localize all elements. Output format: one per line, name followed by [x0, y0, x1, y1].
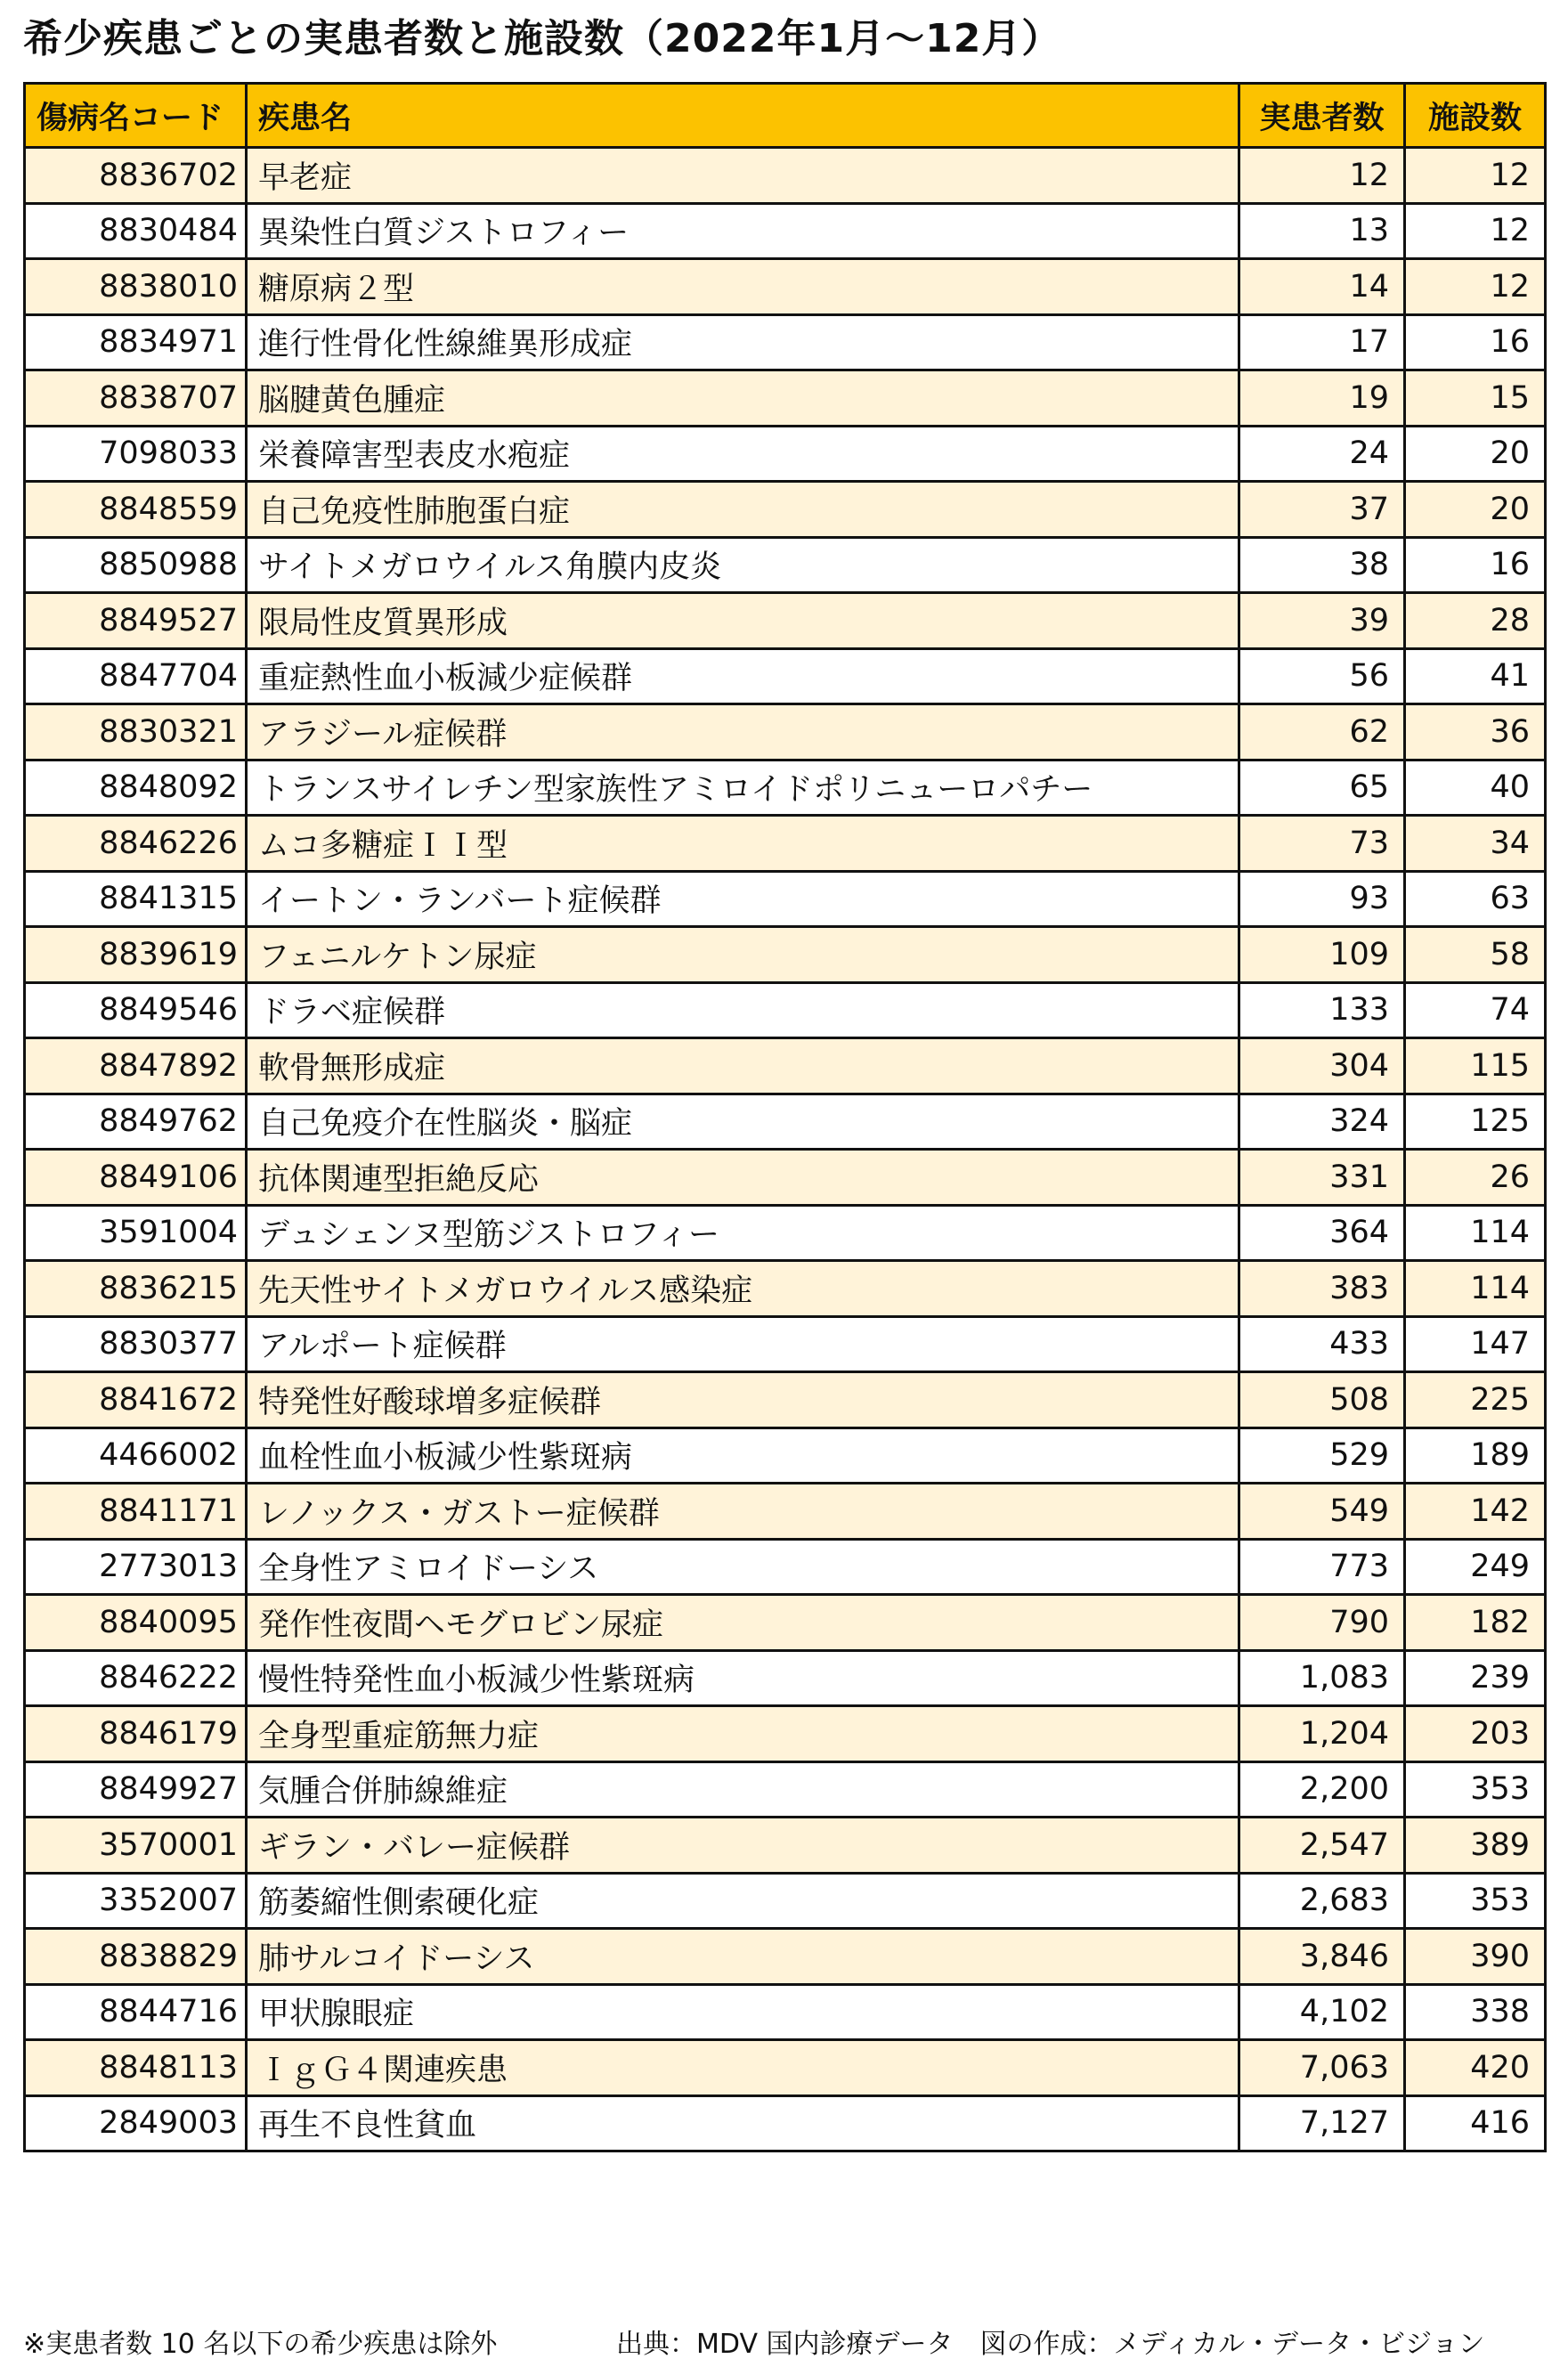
table-row — [25, 816, 1546, 872]
disease-name-cell: トランスサイレチン型家族性アミロイドポリニューロパチー — [247, 760, 1239, 816]
facilities-cell: 225 — [1405, 1372, 1546, 1428]
patients-cell: 13 — [1239, 203, 1405, 259]
disease-name-cell: 栄養障害型表皮水疱症 — [247, 426, 1239, 482]
code-cell: 8846179 — [25, 1706, 247, 1762]
patients-cell: 790 — [1239, 1595, 1405, 1651]
disease-name-cell: 自己免疫介在性脳炎・脳症 — [247, 1094, 1239, 1150]
code-cell: 8849527 — [25, 593, 247, 649]
code-cell: 8849106 — [25, 1150, 247, 1206]
disease-name-cell: 進行性骨化性線維異形成症 — [247, 314, 1239, 370]
table-row — [25, 148, 1546, 204]
code-cell: 8846226 — [25, 816, 247, 872]
facilities-cell: 420 — [1405, 2040, 1546, 2096]
table-row — [25, 370, 1546, 427]
table-row — [25, 1372, 1546, 1428]
patients-cell: 1,204 — [1239, 1706, 1405, 1762]
patients-cell: 508 — [1239, 1372, 1405, 1428]
code-cell: 8849927 — [25, 1761, 247, 1818]
disease-name-cell: 限局性皮質異形成 — [247, 593, 1239, 649]
facilities-cell: 114 — [1405, 1205, 1546, 1261]
table-row — [25, 1038, 1546, 1094]
table-row — [25, 1984, 1546, 2040]
table-row — [25, 1818, 1546, 1874]
patients-cell: 7,063 — [1239, 2040, 1405, 2096]
code-cell: 8846222 — [25, 1650, 247, 1706]
table-row — [25, 1427, 1546, 1484]
patients-cell: 549 — [1239, 1484, 1405, 1540]
footnote: ※実患者数 10 名以下の希少疾患は除外 — [23, 2329, 498, 2360]
table-row — [25, 927, 1546, 983]
patients-cell: 39 — [1239, 593, 1405, 649]
disease-name-cell: 筋萎縮性側索硬化症 — [247, 1873, 1239, 1929]
facilities-cell: 416 — [1405, 2095, 1546, 2151]
table-row — [25, 426, 1546, 482]
table-row — [25, 982, 1546, 1038]
patients-cell: 773 — [1239, 1539, 1405, 1595]
table-row — [25, 1929, 1546, 1985]
disease-name-cell: ムコ多糖症ＩＩ型 — [247, 816, 1239, 872]
facilities-cell: 12 — [1405, 148, 1546, 204]
disease-name-cell: イートン・ランバート症候群 — [247, 871, 1239, 927]
patients-cell: 109 — [1239, 927, 1405, 983]
facilities-cell: 58 — [1405, 927, 1546, 983]
patients-cell: 62 — [1239, 704, 1405, 760]
table-row — [25, 871, 1546, 927]
patients-cell: 2,200 — [1239, 1761, 1405, 1818]
patients-cell: 17 — [1239, 314, 1405, 370]
disease-name-cell: 抗体関連型拒絶反応 — [247, 1150, 1239, 1206]
code-cell: 8834971 — [25, 314, 247, 370]
code-cell: 8839619 — [25, 927, 247, 983]
code-cell: 8849546 — [25, 982, 247, 1038]
header-name: 疾患名 — [247, 84, 1239, 148]
table-row — [25, 1094, 1546, 1150]
table-row — [25, 314, 1546, 370]
disease-name-cell: ＩｇＧ４関連疾患 — [247, 2040, 1239, 2096]
facilities-cell: 390 — [1405, 1929, 1546, 1985]
table-row — [25, 1150, 1546, 1206]
disease-name-cell: デュシェンヌ型筋ジストロフィー — [247, 1205, 1239, 1261]
code-cell: 8850988 — [25, 537, 247, 593]
table-row — [25, 1205, 1546, 1261]
disease-name-cell: 全身型重症筋無力症 — [247, 1706, 1239, 1762]
patients-cell: 7,127 — [1239, 2095, 1405, 2151]
facilities-cell: 147 — [1405, 1316, 1546, 1372]
code-cell: 8848559 — [25, 482, 247, 538]
disease-name-cell: 発作性夜間ヘモグロビン尿症 — [247, 1595, 1239, 1651]
patients-cell: 304 — [1239, 1038, 1405, 1094]
patients-cell: 12 — [1239, 148, 1405, 204]
patients-cell: 133 — [1239, 982, 1405, 1038]
facilities-cell: 20 — [1405, 482, 1546, 538]
code-cell: 8849762 — [25, 1094, 247, 1150]
source-credit: 出典：MDV 国内診療データ 図の作成：メディカル・データ・ビジョン — [616, 2329, 1485, 2360]
disease-name-cell: サイトメガロウイルス角膜内皮炎 — [247, 537, 1239, 593]
code-cell: 4466002 — [25, 1427, 247, 1484]
facilities-cell: 114 — [1405, 1261, 1546, 1317]
header-facilities: 施設数 — [1405, 84, 1546, 148]
code-cell: 3352007 — [25, 1873, 247, 1929]
disease-name-cell: ギラン・バレー症候群 — [247, 1818, 1239, 1874]
patients-cell: 3,846 — [1239, 1929, 1405, 1985]
disease-name-cell: フェニルケトン尿症 — [247, 927, 1239, 983]
facilities-cell: 115 — [1405, 1038, 1546, 1094]
code-cell: 8841672 — [25, 1372, 247, 1428]
code-cell: 8838010 — [25, 259, 247, 315]
facilities-cell: 338 — [1405, 1984, 1546, 2040]
code-cell: 8847892 — [25, 1038, 247, 1094]
table-row — [25, 1873, 1546, 1929]
disease-name-cell: 気腫合併肺線維症 — [247, 1761, 1239, 1818]
code-cell: 8838707 — [25, 370, 247, 427]
table-row — [25, 203, 1546, 259]
patients-cell: 4,102 — [1239, 1984, 1405, 2040]
facilities-cell: 34 — [1405, 816, 1546, 872]
patients-cell: 2,683 — [1239, 1873, 1405, 1929]
facilities-cell: 16 — [1405, 537, 1546, 593]
disease-name-cell: 肺サルコイドーシス — [247, 1929, 1239, 1985]
code-cell: 8830484 — [25, 203, 247, 259]
disease-name-cell: 慢性特発性血小板減少性紫斑病 — [247, 1650, 1239, 1706]
disease-name-cell: アルポート症候群 — [247, 1316, 1239, 1372]
table-row — [25, 2040, 1546, 2096]
table-row — [25, 1595, 1546, 1651]
facilities-cell: 36 — [1405, 704, 1546, 760]
patients-cell: 19 — [1239, 370, 1405, 427]
patients-cell: 529 — [1239, 1427, 1405, 1484]
table-row — [25, 1539, 1546, 1595]
disease-name-cell: 早老症 — [247, 148, 1239, 204]
code-cell: 8841315 — [25, 871, 247, 927]
code-cell: 8847704 — [25, 648, 247, 704]
disease-name-cell: 全身性アミロイドーシス — [247, 1539, 1239, 1595]
patients-cell: 1,083 — [1239, 1650, 1405, 1706]
table-row — [25, 1261, 1546, 1317]
disease-name-cell: 特発性好酸球増多症候群 — [247, 1372, 1239, 1428]
code-cell: 8830321 — [25, 704, 247, 760]
patients-cell: 73 — [1239, 816, 1405, 872]
facilities-cell: 182 — [1405, 1595, 1546, 1651]
header-code: 傷病名コード — [25, 84, 247, 148]
code-cell: 8848092 — [25, 760, 247, 816]
disease-name-cell: 異染性白質ジストロフィー — [247, 203, 1239, 259]
page-title: 希少疾患ごとの実患者数と施設数（2022年1月～12月） — [23, 16, 1062, 61]
patients-cell: 331 — [1239, 1150, 1405, 1206]
code-cell: 8836702 — [25, 148, 247, 204]
table-row — [25, 2095, 1546, 2151]
table-row — [25, 1706, 1546, 1762]
table-row — [25, 704, 1546, 760]
table-body — [25, 148, 1546, 2151]
facilities-cell: 239 — [1405, 1650, 1546, 1706]
facilities-cell: 12 — [1405, 259, 1546, 315]
table-row — [25, 1316, 1546, 1372]
rare-disease-table — [23, 82, 1547, 2152]
code-cell: 2849003 — [25, 2095, 247, 2151]
facilities-cell: 16 — [1405, 314, 1546, 370]
table-row — [25, 1484, 1546, 1540]
code-cell: 8841171 — [25, 1484, 247, 1540]
facilities-cell: 389 — [1405, 1818, 1546, 1874]
patients-cell: 433 — [1239, 1316, 1405, 1372]
facilities-cell: 249 — [1405, 1539, 1546, 1595]
disease-name-cell: 甲状腺眼症 — [247, 1984, 1239, 2040]
facilities-cell: 203 — [1405, 1706, 1546, 1762]
facilities-cell: 41 — [1405, 648, 1546, 704]
patients-cell: 14 — [1239, 259, 1405, 315]
facilities-cell: 15 — [1405, 370, 1546, 427]
disease-name-cell: 再生不良性貧血 — [247, 2095, 1239, 2151]
disease-name-cell: レノックス・ガストー症候群 — [247, 1484, 1239, 1540]
code-cell: 2773013 — [25, 1539, 247, 1595]
patients-cell: 38 — [1239, 537, 1405, 593]
disease-name-cell: 自己免疫性肺胞蛋白症 — [247, 482, 1239, 538]
table-row — [25, 1761, 1546, 1818]
table-row — [25, 482, 1546, 538]
facilities-cell: 26 — [1405, 1150, 1546, 1206]
code-cell: 8848113 — [25, 2040, 247, 2096]
facilities-cell: 63 — [1405, 871, 1546, 927]
patients-cell: 93 — [1239, 871, 1405, 927]
facilities-cell: 353 — [1405, 1873, 1546, 1929]
facilities-cell: 40 — [1405, 760, 1546, 816]
disease-name-cell: アラジール症候群 — [247, 704, 1239, 760]
patients-cell: 324 — [1239, 1094, 1405, 1150]
code-cell: 8830377 — [25, 1316, 247, 1372]
facilities-cell: 125 — [1405, 1094, 1546, 1150]
table-row — [25, 259, 1546, 315]
patients-cell: 383 — [1239, 1261, 1405, 1317]
table-row — [25, 537, 1546, 593]
disease-name-cell: 血栓性血小板減少性紫斑病 — [247, 1427, 1239, 1484]
table-row — [25, 1650, 1546, 1706]
patients-cell: 2,547 — [1239, 1818, 1405, 1874]
facilities-cell: 353 — [1405, 1761, 1546, 1818]
table-row — [25, 593, 1546, 649]
disease-name-cell: 糖原病２型 — [247, 259, 1239, 315]
disease-name-cell: 重症熱性血小板減少症候群 — [247, 648, 1239, 704]
table-row — [25, 648, 1546, 704]
patients-cell: 364 — [1239, 1205, 1405, 1261]
code-cell: 8838829 — [25, 1929, 247, 1985]
patients-cell: 37 — [1239, 482, 1405, 538]
code-cell: 3570001 — [25, 1818, 247, 1874]
code-cell: 3591004 — [25, 1205, 247, 1261]
code-cell: 8840095 — [25, 1595, 247, 1651]
facilities-cell: 74 — [1405, 982, 1546, 1038]
code-cell: 8844716 — [25, 1984, 247, 2040]
disease-name-cell: ドラベ症候群 — [247, 982, 1239, 1038]
header-patients: 実患者数 — [1239, 84, 1405, 148]
patients-cell: 24 — [1239, 426, 1405, 482]
code-cell: 7098033 — [25, 426, 247, 482]
table-row — [25, 760, 1546, 816]
facilities-cell: 12 — [1405, 203, 1546, 259]
disease-name-cell: 脳腱黄色腫症 — [247, 370, 1239, 427]
facilities-cell: 20 — [1405, 426, 1546, 482]
patients-cell: 65 — [1239, 760, 1405, 816]
code-cell: 8836215 — [25, 1261, 247, 1317]
facilities-cell: 28 — [1405, 593, 1546, 649]
patients-cell: 56 — [1239, 648, 1405, 704]
table-header-row — [25, 84, 1546, 148]
disease-name-cell: 軟骨無形成症 — [247, 1038, 1239, 1094]
facilities-cell: 142 — [1405, 1484, 1546, 1540]
disease-name-cell: 先天性サイトメガロウイルス感染症 — [247, 1261, 1239, 1317]
facilities-cell: 189 — [1405, 1427, 1546, 1484]
